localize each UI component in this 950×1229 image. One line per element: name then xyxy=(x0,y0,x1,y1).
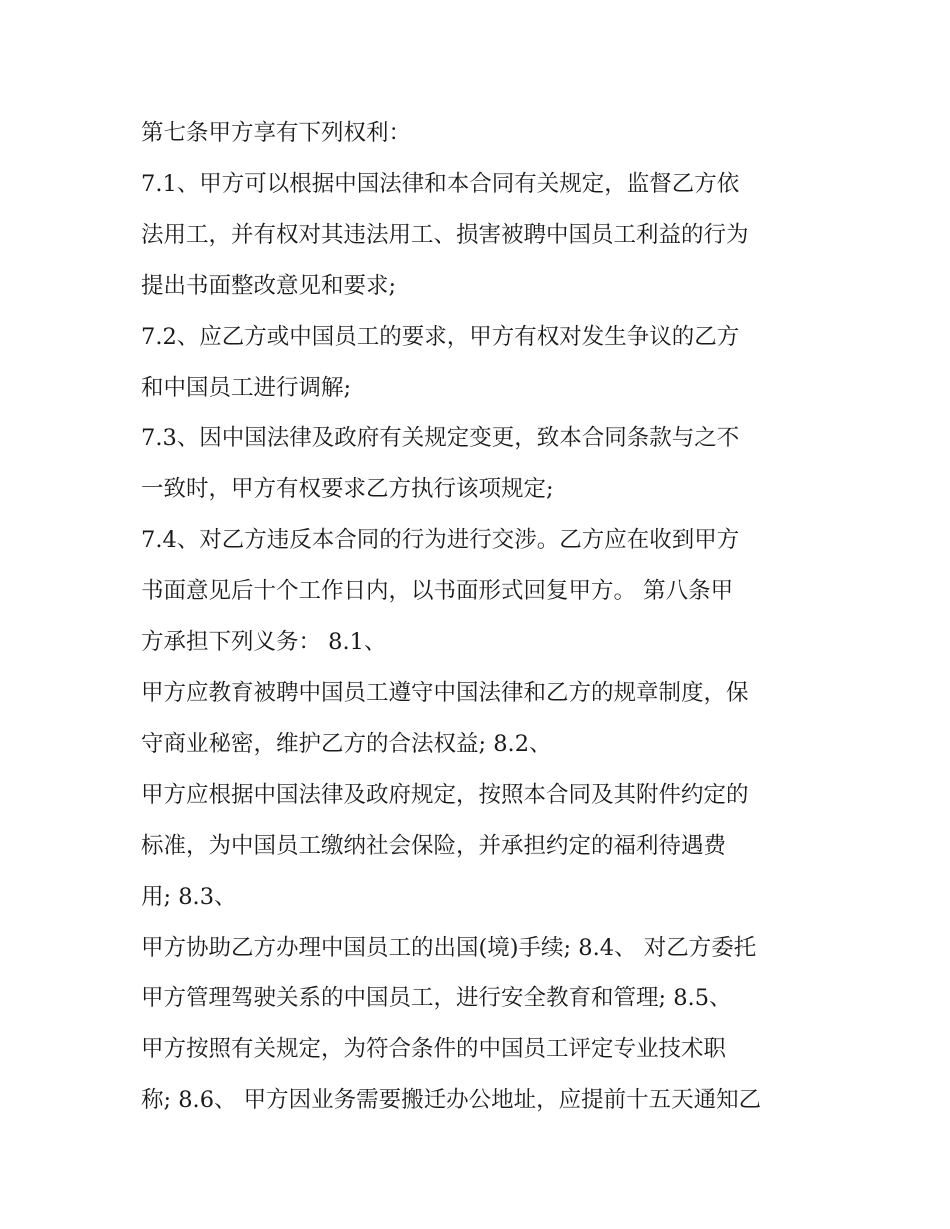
text-line: 7.4、对乙方违反本合同的行为进行交涉。乙方应在收到甲方 xyxy=(141,527,740,554)
text-line: 守商业秘密，维护乙方的合法权益; 8.2、 xyxy=(141,730,552,757)
text-line: 7.2、应乙方或中国员工的要求，甲方有权对发生争议的乙方 xyxy=(141,323,740,350)
text-line: 7.3、因中国法律及政府有关规定变更，致本合同条款与之不 xyxy=(141,425,740,452)
text-line: 甲方管理驾驶关系的中国员工，进行安全教育和管理; 8.5、 xyxy=(141,985,732,1012)
text-line: 和中国员工进行调解; xyxy=(141,374,352,401)
text-line: 甲方协助乙方办理中国员工的出国(境)手续; 8.4、 对乙方委托 xyxy=(141,934,757,961)
text-line: 甲方按照有关规定，为符合条件的中国员工评定专业技术职 xyxy=(141,1036,727,1063)
text-line: 标准，为中国员工缴纳社会保险，并承担约定的福利待遇费 xyxy=(141,832,727,859)
text-line: 7.1、甲方可以根据中国法律和本合同有关规定，监督乙方依 xyxy=(141,170,740,197)
contract-text xyxy=(141,108,821,1126)
text-line: 一致时，甲方有权要求乙方执行该项规定; xyxy=(141,476,554,503)
text-line: 法用工，并有权对其违法用工、损害被聘中国员工利益的行为 xyxy=(141,221,749,248)
text-line: 书面意见后十个工作日内，以书面形式回复甲方。 第八条甲 xyxy=(141,578,734,605)
text-line: 用; 8.3、 xyxy=(141,883,237,910)
text-line: 第七条甲方享有下列权利： xyxy=(141,120,412,146)
text-line: 提出书面整改意见和要求; xyxy=(141,272,397,299)
text-line: 甲方应教育被聘中国员工遵守中国法律和乙方的规章制度，保 xyxy=(141,679,749,706)
text-line: 方承担下列义务： 8.1、 xyxy=(141,629,387,656)
text-line: 甲方应根据中国法律及政府规定，按照本合同及其附件约定的 xyxy=(141,781,749,808)
text-line: 称; 8.6、 甲方因业务需要搬迁办公地址，应提前十五天通知乙 xyxy=(141,1087,762,1114)
